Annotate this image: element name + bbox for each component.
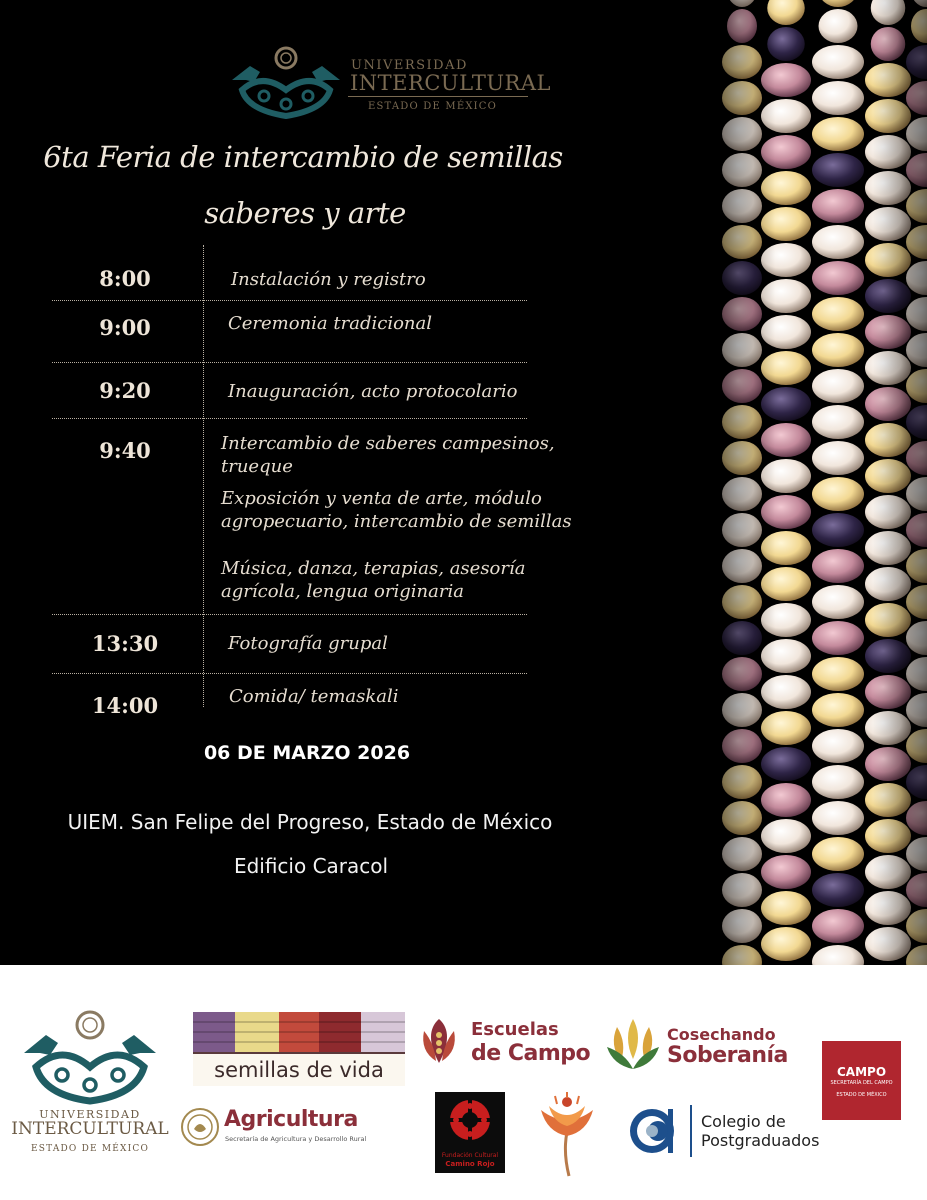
header-logo-divider — [348, 96, 528, 97]
schedule-divider — [52, 418, 527, 419]
schedule-activity: Fotografía grupal — [228, 633, 388, 654]
sponsor-campo-logo — [822, 1041, 901, 1120]
sponsor-semillas-de-vida-logo — [193, 1012, 405, 1086]
cosechando-line2: Soberanía — [667, 1043, 788, 1068]
header-logo-line2: INTERCULTURAL — [350, 71, 551, 95]
schedule-divider — [52, 362, 527, 363]
university-header-logo — [228, 40, 551, 122]
sponsors-strip — [0, 965, 927, 1200]
sponsor-flower-logo-icon — [535, 1092, 600, 1177]
colpos-line1: Colegio de — [701, 1112, 786, 1131]
sponsor-uiem-logo — [10, 1005, 170, 1165]
mexico-coat-of-arms-icon — [180, 1107, 220, 1147]
schedule-activity: Comida/ temaskali — [229, 686, 399, 707]
sponsor-colegio-de-postgraduados-logo — [628, 1103, 828, 1163]
schedule-activity: Instalación y registro — [231, 269, 426, 290]
uiem-logo-line1: UNIVERSIDAD — [39, 1108, 141, 1121]
uiem-logo-line2: INTERCULTURAL — [11, 1119, 169, 1139]
schedule-activity: Intercambio de saberes campesinos, — [221, 433, 555, 454]
corn-leaf-icon — [414, 1015, 464, 1067]
cosechando-line1: Cosechando — [667, 1025, 776, 1044]
schedule-activity: agrícola, lengua originaria — [221, 581, 464, 602]
event-title-line1: 6ta Feria de intercambio de semillas — [43, 140, 563, 174]
event-building: Edificio Caracol — [233, 854, 389, 878]
sponsor-camino-rojo-logo — [435, 1092, 505, 1173]
sponsor-cosechando-soberania-logo — [603, 1017, 808, 1077]
semillas-de-vida-label: semillas de vida — [193, 1054, 405, 1086]
sponsor-agricultura-logo — [180, 1105, 390, 1149]
schedule-time: 13:30 — [91, 631, 159, 656]
schedule-time: 9:20 — [99, 378, 151, 403]
campo-line2: SECRETARÍA DEL CAMPO — [830, 1080, 893, 1086]
header-logo-line3: ESTADO DE MÉXICO — [368, 101, 498, 112]
corn-cob-image — [690, 0, 927, 965]
corn-kernels-banner-icon — [193, 1012, 405, 1052]
agricultura-title: Agricultura — [224, 1107, 358, 1132]
colpos-emblem-icon — [628, 1103, 694, 1159]
colpos-line2: Postgraduados — [701, 1131, 820, 1150]
escuelas-line2: de Campo — [471, 1041, 591, 1066]
schedule-divider — [52, 614, 527, 615]
schedule-time: 14:00 — [91, 693, 159, 718]
event-date: 06 DE MARZO 2026 — [203, 742, 411, 764]
schedule-time: 8:00 — [99, 266, 151, 291]
schedule-time: 9:00 — [99, 315, 151, 340]
header-logo-line1: UNIVERSIDAD — [351, 58, 468, 73]
sponsor-escuelas-de-campo-logo — [414, 1015, 599, 1075]
schedule-vertical-divider — [203, 245, 204, 707]
agricultura-subtitle: Secretaría de Agricultura y Desarrollo Rural — [225, 1135, 367, 1143]
schedule-divider — [52, 300, 527, 301]
campo-line3: ESTADO DE MÉXICO — [836, 1092, 887, 1098]
schedule-activity: Ceremonia tradicional — [228, 313, 432, 334]
camino-rojo-line1: Fundación Cultural — [441, 1152, 499, 1159]
schedule-time: 9:40 — [99, 438, 151, 463]
schedule-divider — [52, 673, 527, 674]
schedule-activity: Exposición y venta de arte, módulo — [221, 488, 542, 509]
schedule-activity: Inauguración, acto protocolario — [228, 381, 518, 402]
schedule-activity: trueque — [221, 456, 293, 477]
campo-line1: CAMPO — [836, 1065, 887, 1079]
schedule-activity: Música, danza, terapias, asesoría — [221, 558, 526, 579]
uiem-logo-line3: ESTADO DE MÉXICO — [30, 1144, 150, 1154]
event-location: UIEM. San Felipe del Progreso, Estado de México — [67, 810, 553, 834]
schedule-activity: agropecuario, intercambio de semillas — [221, 511, 572, 532]
camino-rojo-line2: Camino Rojo — [445, 1160, 495, 1168]
event-title-line2: saberes y arte — [204, 196, 406, 230]
university-emblem-icon — [228, 40, 346, 122]
corn-plants-icon — [603, 1017, 663, 1073]
escuelas-line1: Escuelas — [471, 1019, 559, 1040]
camino-rojo-emblem-icon — [435, 1092, 505, 1150]
uiem-emblem-icon — [10, 1005, 170, 1109]
